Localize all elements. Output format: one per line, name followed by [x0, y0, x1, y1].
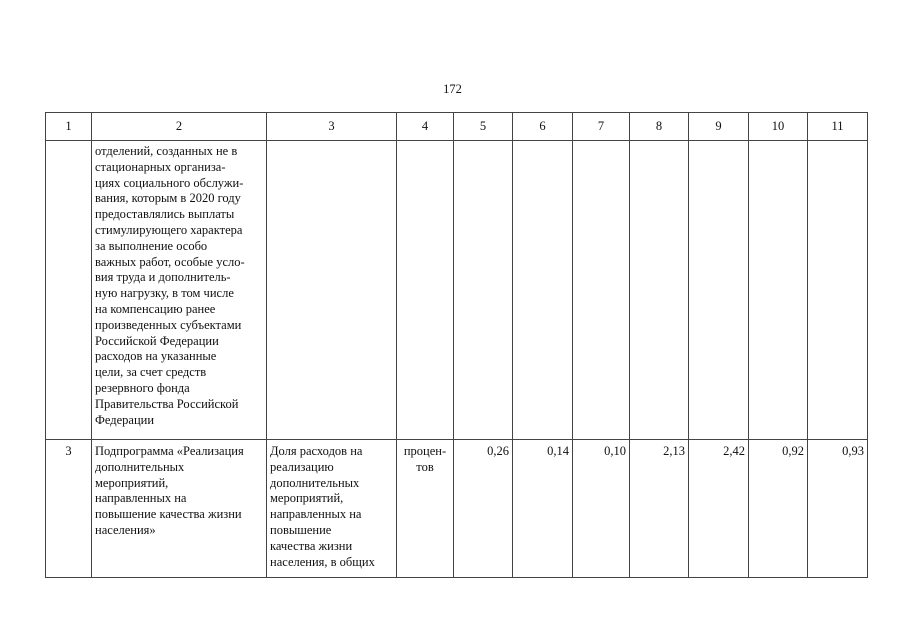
text-line: мероприятий,	[270, 491, 344, 506]
text-line: вия труда и дополнитель-	[95, 270, 231, 285]
empty-cell	[808, 141, 868, 440]
text-line: стационарных организа-	[95, 159, 226, 174]
text-line: за выполнение особо	[95, 238, 208, 253]
text-line: Подпрограмма «Реализация	[95, 444, 244, 458]
text-line: ную нагрузку, в том числе	[95, 286, 234, 301]
text-line: стимулирующего характера	[95, 222, 243, 237]
text-line: реализацию	[270, 459, 334, 474]
empty-cell	[630, 141, 689, 440]
value-cell: 0,10	[573, 440, 630, 578]
text-line: отделений, созданных не в	[95, 144, 238, 158]
text-line: Правительства Российской	[95, 396, 239, 411]
empty-cell	[267, 141, 397, 440]
text-line: направленных на	[95, 491, 187, 506]
text-line: повышение качества жизни	[95, 507, 242, 522]
page-number: 172	[443, 82, 462, 96]
column-header: 5	[454, 113, 513, 141]
column-header: 1	[46, 113, 92, 141]
text-line: Российской Федерации	[95, 333, 219, 348]
data-table	[45, 112, 868, 578]
text-line: процен-	[403, 444, 447, 458]
column-header: 8	[630, 113, 689, 141]
column-header: 6	[513, 113, 573, 141]
table-header-row	[46, 113, 868, 141]
indicator-description-cell	[92, 141, 267, 440]
text-line: предоставлялись выплаты	[95, 207, 235, 222]
column-header: 2	[92, 113, 267, 141]
value-cell: 0,14	[513, 440, 573, 578]
text-line: населения»	[95, 522, 156, 537]
column-header: 3	[267, 113, 397, 141]
empty-cell	[454, 141, 513, 440]
text-line: Доля расходов на	[270, 444, 363, 458]
text-line: направленных на	[270, 507, 362, 522]
text-line: повышение	[270, 522, 332, 537]
value-cell: 2,42	[689, 440, 749, 578]
text-line: резервного фонда	[95, 380, 190, 395]
text-line: дополнительных	[95, 459, 185, 474]
subprogram-name-cell	[92, 440, 267, 578]
indicator-name-cell	[267, 440, 397, 578]
column-header: 9	[689, 113, 749, 141]
text-line: мероприятий,	[95, 475, 169, 490]
text-line: населения, в общих	[270, 554, 375, 569]
value-cell: 0,26	[454, 440, 513, 578]
table-row-continuation	[46, 141, 868, 440]
text-line: цели, за счет средств	[95, 365, 207, 380]
text-line: Федерации	[95, 412, 155, 427]
value-cell: 0,92	[749, 440, 808, 578]
empty-cell	[749, 141, 808, 440]
text-line: качества жизни	[270, 538, 353, 553]
text-line: важных работ, особые усло-	[95, 254, 245, 269]
value-cell: 0,93	[808, 440, 868, 578]
column-header: 11	[808, 113, 868, 141]
table-row-3	[46, 440, 868, 578]
text-line: вания, которым в 2020 году	[95, 191, 241, 206]
empty-cell	[689, 141, 749, 440]
column-header: 7	[573, 113, 630, 141]
text-line: расходов на указанные	[95, 349, 217, 364]
empty-cell	[573, 141, 630, 440]
empty-cell	[397, 141, 454, 440]
empty-cell	[513, 141, 573, 440]
value-cell: 2,13	[630, 440, 689, 578]
column-header: 4	[397, 113, 454, 141]
row-number-cell: 3	[46, 440, 92, 578]
text-line: произведенных субъектами	[95, 317, 242, 332]
text-line: дополнительных	[270, 475, 360, 490]
unit-cell	[397, 440, 454, 578]
text-line: циях социального обслужи-	[95, 175, 244, 190]
text-line: на компенсацию ранее	[95, 301, 216, 316]
text-line: тов	[416, 459, 434, 474]
row-number-cell	[46, 141, 92, 440]
column-header: 10	[749, 113, 808, 141]
